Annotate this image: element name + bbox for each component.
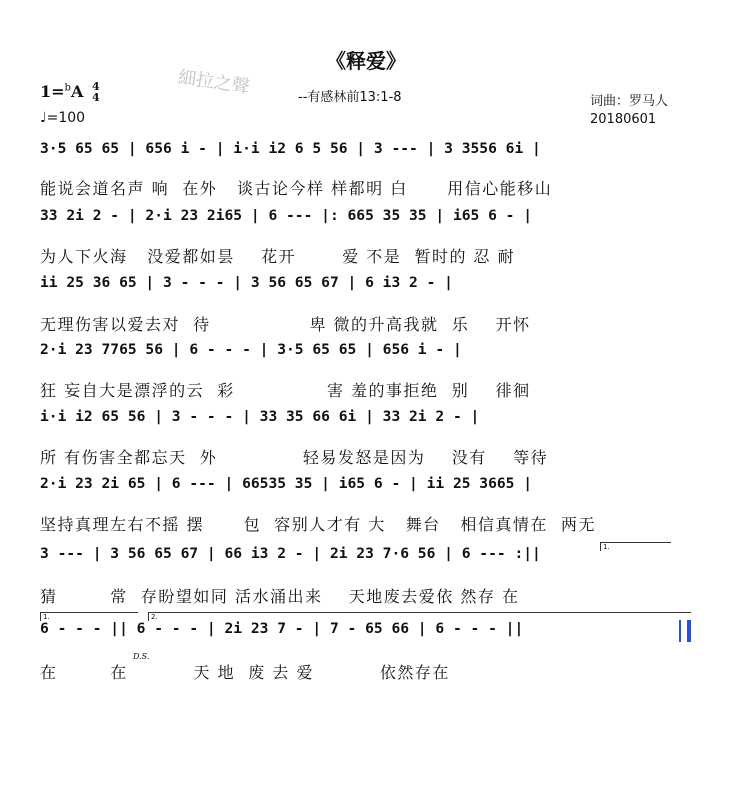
flat-icon: b: [64, 82, 71, 94]
notation-line: 2·i 23 2i 65 | 6 --- | 66535 35 | i65 6 - | ii 25 3665 |: [40, 475, 533, 492]
composition-date: 20180601: [590, 112, 657, 127]
lyrics-line: 坚持真理左右不摇 摆 包 容别人才有 大 舞台 相信真情在 两无: [40, 515, 597, 534]
scripture-reference: --有感林前13:1-8: [298, 90, 402, 105]
notation-line: 33 2i 2 - | 2·i 23 2i65 | 6 --- |: 665 35 35 | i65 6 - |: [40, 207, 533, 224]
key-prefix: 1=: [40, 82, 65, 101]
time-signature-bottom: 4: [92, 91, 100, 104]
notation-line: 3·5 65 65 | 656 i - | i·i i2 6 5 56 | 3 --- | 3 3556 6i |: [40, 140, 541, 157]
lyrics-line: 所 有伤害全都忘天 外 轻易发怒是因为 没有 等待: [40, 448, 549, 467]
time-signature: [92, 81, 100, 103]
notation-line: ii 25 36 65 | 3 - - - | 3 56 65 67 | 6 i3 2 - |: [40, 274, 453, 291]
composer-credit: 词曲：罗马人: [590, 94, 669, 109]
lyrics-line: 无理伤害以爱去对 待 卑 微的升高我就 乐 开怀: [40, 315, 531, 334]
dal-segno-mark: D.S.: [133, 652, 150, 661]
key-note: A: [70, 82, 84, 101]
notation-line: 6 - - - || 6 - - - | 2i 23 7 - | 7 - 65 66 | 6 - - - ||: [40, 620, 524, 637]
song-title: 《释爱》: [326, 49, 406, 73]
notation-line: 3 --- | 3 56 65 67 | 66 i3 2 - | 2i 23 7·6 56 | 6 --- :||: [40, 545, 541, 562]
notation-line: i·i i2 65 56 | 3 - - - | 33 35 66 6i | 33 2i 2 - |: [40, 408, 480, 425]
key-signature: [40, 82, 83, 101]
watermark: 細拉之聲: [176, 67, 251, 98]
lyrics-line: 为人下火海 没爱都如昙 花开 爱 不是 暂时的 忍 耐: [40, 247, 516, 266]
notation-line: 2·i 23 7765 56 | 6 - - - | 3·5 65 65 | 656 i - |: [40, 341, 462, 358]
lyrics-line: 能说会道名声 响 在外 谈古论今样 样都明 白 用信心能移山: [40, 179, 553, 198]
end-barline: [679, 620, 691, 642]
tempo-marking: ♩=100: [40, 110, 86, 126]
lyrics-line: 狂 妄自大是漂浮的云 彩 害 羞的事拒绝 别 徘徊: [40, 381, 531, 400]
volta-bracket: 1.: [40, 612, 138, 621]
lyrics-line: 猜 常 存盼望如同 活水涌出来 天地废去爱依 然存 在: [40, 587, 520, 606]
volta-bracket: 2.: [148, 612, 691, 621]
time-signature-top: 4: [92, 80, 100, 93]
volta-bracket: 1.: [600, 542, 671, 551]
lyrics-line: 在 在 天 地 废 去 爱 依然存在: [40, 663, 450, 682]
